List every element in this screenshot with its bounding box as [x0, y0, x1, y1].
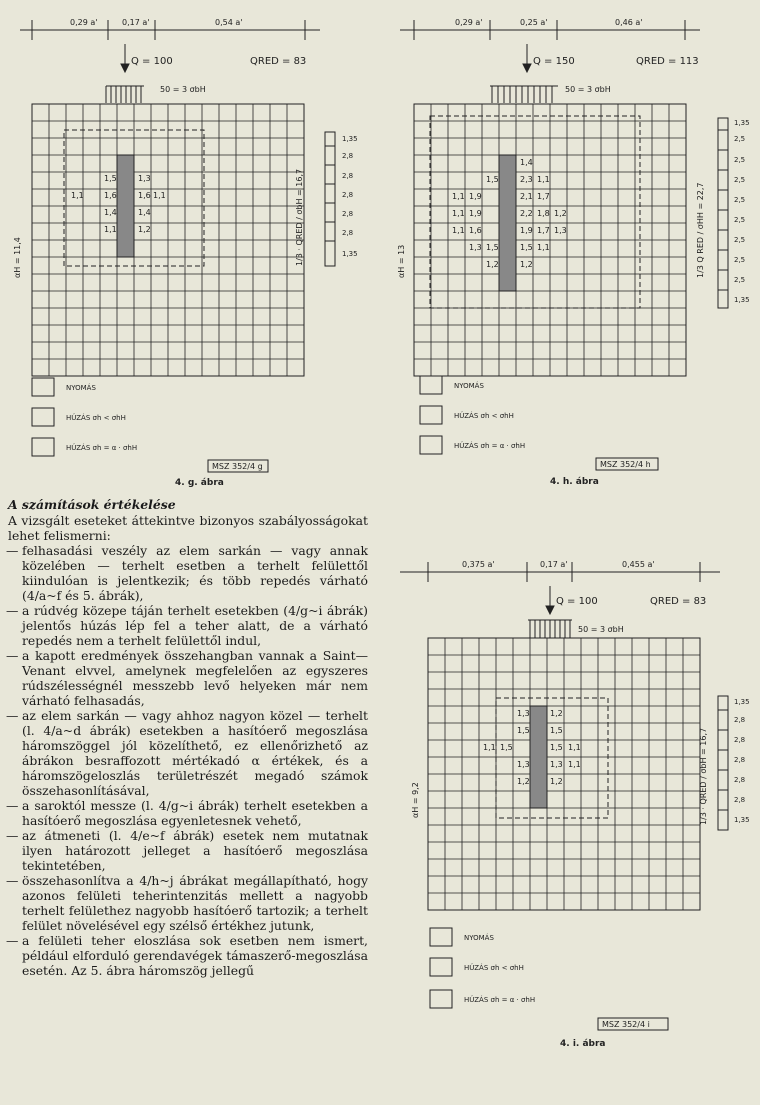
svg-text:1,4: 1,4	[520, 158, 533, 167]
svg-text:1,2: 1,2	[554, 209, 567, 218]
svg-text:2,8: 2,8	[342, 210, 354, 218]
svg-text:1,1: 1,1	[537, 175, 550, 184]
svg-text:1,9: 1,9	[469, 192, 482, 201]
svg-text:2,8: 2,8	[342, 172, 354, 180]
svg-text:1,1: 1,1	[452, 209, 465, 218]
svg-text:4. i. ábra: 4. i. ábra	[560, 1039, 606, 1049]
svg-text:1,1: 1,1	[568, 743, 581, 752]
svg-text:1,3: 1,3	[517, 709, 530, 718]
legend-2: HÚZÁS σh < σhH	[66, 414, 126, 422]
svg-text:0,375 a': 0,375 a'	[462, 560, 495, 569]
svg-text:1,5: 1,5	[550, 726, 563, 735]
svg-text:1,1: 1,1	[153, 191, 166, 200]
svg-text:1,5: 1,5	[486, 175, 499, 184]
svg-text:1,5: 1,5	[500, 743, 513, 752]
svg-text:1,4: 1,4	[104, 208, 117, 217]
svg-text:2,8: 2,8	[734, 756, 746, 764]
qred-value: QRED = 83	[250, 56, 307, 67]
scale-label: 1/3 · QRED / σbH = 16,7	[295, 168, 304, 266]
svg-text:2,3: 2,3	[520, 175, 533, 184]
svg-text:0,17 a': 0,17 a'	[540, 560, 568, 569]
svg-text:1,5: 1,5	[486, 243, 499, 252]
text-column	[8, 497, 368, 978]
svg-text:2,8: 2,8	[342, 152, 354, 160]
svg-text:1,3: 1,3	[517, 760, 530, 769]
svg-text:2,8: 2,8	[342, 229, 354, 237]
svg-text:2,5: 2,5	[734, 256, 746, 264]
svg-text:1,35: 1,35	[734, 296, 750, 304]
section-heading: A számítások értékelése	[8, 497, 176, 512]
finding-8: — a felületi teher eloszlása sok esetben nem ismert, például elforduló gerendavégek támaszerő-megoszlása esetén. Az 5. ábra háromszög jellegű	[8, 933, 368, 978]
svg-text:2,5: 2,5	[734, 276, 746, 284]
figure-4h	[397, 8, 755, 493]
svg-text:2,8: 2,8	[734, 776, 746, 784]
svg-text:2,8: 2,8	[342, 191, 354, 199]
svg-text:1,8: 1,8	[537, 209, 550, 218]
svg-text:1,5: 1,5	[517, 726, 530, 735]
svg-text:1,35: 1,35	[342, 135, 358, 143]
svg-text:1,1: 1,1	[452, 226, 465, 235]
figure-4g	[13, 8, 360, 488]
svg-text:1,1: 1,1	[452, 192, 465, 201]
svg-text:1,5: 1,5	[550, 743, 563, 752]
svg-text:0,29 a': 0,29 a'	[455, 18, 483, 27]
svg-text:50 = 3 σbH: 50 = 3 σbH	[578, 625, 624, 634]
svg-text:1,2: 1,2	[517, 777, 530, 786]
svg-text:αH = 9,2: αH = 9,2	[411, 782, 420, 818]
dim-1: 0,29 a'	[70, 18, 98, 27]
legend-1: NYOMÁS	[66, 384, 96, 392]
svg-text:1,9: 1,9	[520, 226, 533, 235]
dim-2: 0,17 a'	[122, 18, 150, 27]
svg-text:1/3 Q RED / σHH = 22,7: 1/3 Q RED / σHH = 22,7	[696, 182, 705, 278]
svg-text:1,6: 1,6	[138, 191, 151, 200]
finding-3: — a kapott eredmények összehangban vannak a Saint—Venant elvvel, amelynek megfelelően az egyszeres rúdszélességnél messzebb levő helyeken már nem várható felhasadás,	[8, 648, 368, 708]
svg-text:1,1: 1,1	[104, 225, 117, 234]
figure-4i	[400, 550, 755, 1065]
svg-text:1,35: 1,35	[734, 119, 750, 127]
svg-text:1,2: 1,2	[550, 709, 563, 718]
svg-text:HÚZÁS σh < σhH: HÚZÁS σh < σhH	[454, 412, 514, 420]
svg-text:Q = 100: Q = 100	[556, 596, 598, 607]
caption: 4. g. ábra	[175, 478, 224, 488]
svg-text:2,5: 2,5	[734, 196, 746, 204]
svg-text:1,3: 1,3	[469, 243, 482, 252]
svg-text:4. h. ábra: 4. h. ábra	[550, 477, 599, 487]
svg-text:Q = 150: Q = 150	[533, 56, 575, 67]
finding-4: — az elem sarkán — vagy ahhoz nagyon közel — terhelt (l. 4/a~d ábrák) esetekben a hasítóerő megoszlása háromszöggel jól közelíthető, ez ellenőrizhető az ábrákon besraffozott mértékadó α értékek, és a háromszögeloszlás területrészét megadó számok összehasonlításával,	[8, 708, 368, 798]
svg-text:1,6: 1,6	[469, 226, 482, 235]
finding-7: — összehasonlítva a 4/h~j ábrákat megállapítható, hogy azonos felületi teherintenzitás mellett a nagyobb terhelt felülethez nagyobb hasítóerő tartozik; a terhelt felület növelésével egy szélső értékhez jutunk,	[8, 873, 368, 933]
svg-text:0,46 a': 0,46 a'	[615, 18, 643, 27]
svg-text:2,8: 2,8	[734, 716, 746, 724]
svg-text:1,2: 1,2	[520, 260, 533, 269]
svg-text:1,2: 1,2	[550, 777, 563, 786]
svg-text:2,1: 2,1	[520, 192, 533, 201]
svg-text:1,2: 1,2	[486, 260, 499, 269]
finding-2: — a rúdvég közepe táján terhelt esetekben (4/g~i ábrák) jelentős húzás lép fel a teher alatt, de a várható repedés nem a terhelt felülettől indul,	[8, 603, 368, 648]
svg-text:QRED = 83: QRED = 83	[650, 596, 707, 607]
finding-1: — felhasadási veszély az elem sarkán — vagy annak közelében — terhelt esetben a terhelt felülettől kiindulóan is jelentkezik; és több repedés várható (4/a~f és 5. ábrák),	[8, 543, 368, 603]
svg-text:HÚZÁS σh = α · σhH: HÚZÁS σh = α · σhH	[454, 442, 526, 450]
svg-text:MSZ 352/4 i: MSZ 352/4 i	[602, 1020, 650, 1029]
svg-text:1,35: 1,35	[734, 698, 750, 706]
svg-text:2,8: 2,8	[734, 736, 746, 744]
svg-text:1,5: 1,5	[520, 243, 533, 252]
svg-text:1,1: 1,1	[483, 743, 496, 752]
svg-text:1,1: 1,1	[71, 191, 84, 200]
svg-text:2,5: 2,5	[734, 236, 746, 244]
svg-text:HÚZÁS σh < σhH: HÚZÁS σh < σhH	[464, 964, 524, 972]
svg-text:1,6: 1,6	[104, 191, 117, 200]
svg-text:1,7: 1,7	[537, 226, 550, 235]
svg-text:2,5: 2,5	[734, 216, 746, 224]
svg-text:NYOMÁS: NYOMÁS	[464, 934, 494, 942]
svg-text:MSZ 352/4 h: MSZ 352/4 h	[600, 460, 651, 469]
svg-text:1,7: 1,7	[537, 192, 550, 201]
svg-text:1,5: 1,5	[104, 174, 117, 183]
svg-text:2,5: 2,5	[734, 156, 746, 164]
ref: MSZ 352/4 g	[212, 462, 263, 471]
svg-text:2,5: 2,5	[734, 176, 746, 184]
svg-text:1,1: 1,1	[537, 243, 550, 252]
finding-5: — a saroktól messze (l. 4/g~i ábrák) terhelt esetekben a hasítóerő megoszlása egyenletesnek vehető,	[8, 798, 368, 828]
svg-text:1,35: 1,35	[734, 816, 750, 824]
svg-text:1,3: 1,3	[554, 226, 567, 235]
svg-text:2,5: 2,5	[734, 135, 746, 143]
load-label: 50 = 3 σbH	[160, 85, 206, 94]
svg-text:1,2: 1,2	[138, 225, 151, 234]
svg-text:HÚZÁS σh = α · σhH: HÚZÁS σh = α · σhH	[464, 996, 536, 1004]
alpha-label: αH = 11,4	[13, 237, 22, 278]
svg-text:1,3: 1,3	[550, 760, 563, 769]
svg-text:1,9: 1,9	[469, 209, 482, 218]
svg-text:1/3 · QRED / σbH = 16,7: 1/3 · QRED / σbH = 16,7	[699, 727, 708, 825]
intro-paragraph: A vizsgált eseteket áttekintve bizonyos szabályosságokat lehet felismerni:	[8, 513, 368, 543]
legend-3: HÚZÁS σh = α · σhH	[66, 444, 138, 452]
svg-text:NYOMÁS: NYOMÁS	[454, 382, 484, 390]
svg-text:1,3: 1,3	[138, 174, 151, 183]
svg-text:QRED = 113: QRED = 113	[636, 56, 699, 67]
q-value: Q = 100	[131, 56, 173, 67]
findings-list	[8, 543, 368, 978]
svg-text:2,2: 2,2	[520, 209, 533, 218]
svg-text:1,35: 1,35	[342, 250, 358, 258]
svg-text:1,1: 1,1	[568, 760, 581, 769]
finding-6: — az átmeneti (l. 4/e~f ábrák) esetek nem mutatnak ilyen határozott jelleget a hasítóerő megoszlása tekintetében,	[8, 828, 368, 873]
dim-3: 0,54 a'	[215, 18, 243, 27]
svg-text:0,455 a': 0,455 a'	[622, 560, 655, 569]
svg-text:50 = 3 σbH: 50 = 3 σbH	[565, 85, 611, 94]
svg-text:αH = 13: αH = 13	[397, 244, 406, 278]
svg-text:2,8: 2,8	[734, 796, 746, 804]
svg-text:0,25 a': 0,25 a'	[520, 18, 548, 27]
svg-text:1,4: 1,4	[138, 208, 151, 217]
